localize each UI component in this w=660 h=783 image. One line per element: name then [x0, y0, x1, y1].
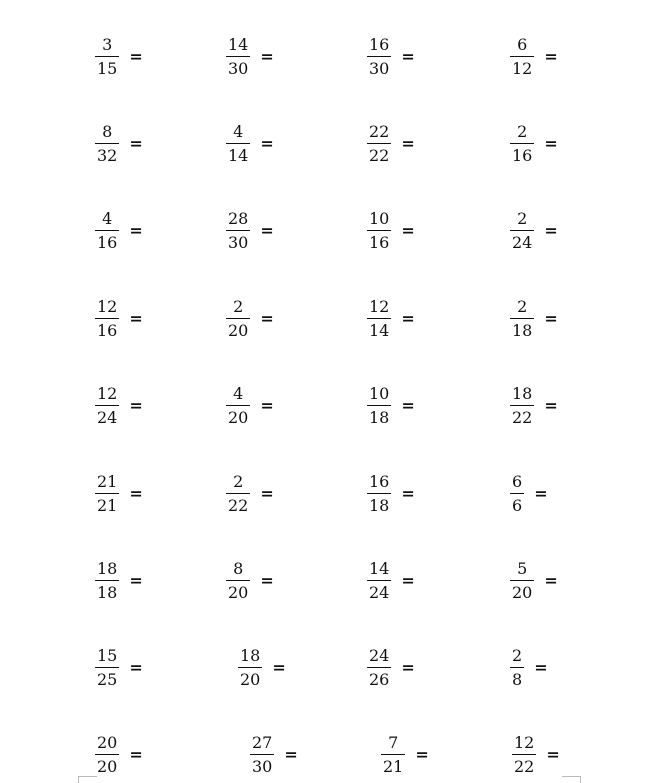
- numerator: 28: [228, 208, 249, 228]
- fraction: [95, 384, 119, 427]
- fraction-bar: [367, 667, 391, 668]
- numerator: 14: [228, 34, 249, 54]
- numerator: 12: [514, 732, 535, 752]
- equals-sign: =: [272, 657, 286, 677]
- numerator: 20: [97, 732, 118, 752]
- denominator: 25: [97, 669, 118, 689]
- fraction-bar: [510, 493, 524, 494]
- fraction-bar: [95, 667, 119, 668]
- fraction: [226, 297, 250, 340]
- fraction-bar: [95, 318, 119, 319]
- fraction-problem: [510, 292, 558, 344]
- fraction: [226, 209, 250, 252]
- equals-sign: =: [401, 395, 415, 415]
- fraction-problem: [512, 728, 560, 780]
- denominator: 32: [97, 145, 118, 165]
- denominator: 30: [228, 58, 249, 78]
- fraction: [510, 122, 534, 165]
- fraction: [510, 384, 534, 427]
- numerator: 7: [388, 732, 399, 752]
- fraction: [367, 646, 391, 689]
- fraction-problem: [95, 204, 143, 256]
- fraction-problem: [95, 30, 143, 82]
- equals-sign: =: [401, 46, 415, 66]
- fraction: [367, 209, 391, 252]
- numerator: 15: [97, 645, 118, 665]
- numerator: 10: [369, 383, 390, 403]
- fraction-problem: [367, 641, 415, 693]
- fraction-problem: [95, 641, 143, 693]
- fraction-problem: [510, 117, 558, 169]
- denominator: 30: [228, 232, 249, 252]
- fraction-bar: [226, 405, 250, 406]
- equals-sign: =: [129, 220, 143, 240]
- fraction-bar: [95, 56, 119, 57]
- numerator: 21: [97, 471, 118, 491]
- fraction-problem: [226, 554, 274, 606]
- fraction-problem: [226, 292, 274, 344]
- numerator: 2: [517, 296, 528, 316]
- fraction-bar: [367, 580, 391, 581]
- denominator: 15: [97, 58, 118, 78]
- denominator: 22: [228, 495, 249, 515]
- fraction-problem: [367, 379, 415, 431]
- fraction-bar: [510, 667, 524, 668]
- denominator: 22: [514, 756, 535, 776]
- equals-sign: =: [260, 570, 274, 590]
- equals-sign: =: [260, 308, 274, 328]
- fraction-bar: [95, 493, 119, 494]
- numerator: 12: [369, 296, 390, 316]
- fraction: [510, 646, 524, 689]
- fraction-problem: [95, 292, 143, 344]
- fraction-problem: [226, 30, 274, 82]
- fraction: [95, 122, 119, 165]
- equals-sign: =: [129, 657, 143, 677]
- equals-sign: =: [544, 308, 558, 328]
- denominator: 18: [512, 320, 533, 340]
- numerator: 2: [233, 471, 244, 491]
- fraction-bar: [95, 143, 119, 144]
- equals-sign: =: [129, 570, 143, 590]
- equals-sign: =: [129, 395, 143, 415]
- fraction-bar: [512, 754, 536, 755]
- equals-sign: =: [544, 570, 558, 590]
- numerator: 27: [252, 732, 273, 752]
- fraction-bar: [95, 754, 119, 755]
- fraction-problem: [367, 204, 415, 256]
- equals-sign: =: [544, 220, 558, 240]
- fraction-bar: [226, 230, 250, 231]
- equals-sign: =: [544, 395, 558, 415]
- numerator: 18: [97, 558, 118, 578]
- denominator: 14: [228, 145, 249, 165]
- numerator: 2: [517, 208, 528, 228]
- fraction-bar: [226, 580, 250, 581]
- fraction-problem: [510, 30, 558, 82]
- fraction-bar: [226, 493, 250, 494]
- denominator: 16: [97, 320, 118, 340]
- numerator: 6: [512, 471, 523, 491]
- fraction-problem: [510, 554, 558, 606]
- fraction-bar: [510, 318, 534, 319]
- fraction-problem: [510, 467, 548, 519]
- fraction-problem: [226, 204, 274, 256]
- numerator: 4: [233, 383, 244, 403]
- denominator: 21: [97, 495, 118, 515]
- fraction-bar: [226, 318, 250, 319]
- equals-sign: =: [534, 483, 548, 503]
- fraction-bar: [510, 405, 534, 406]
- fraction: [95, 472, 119, 515]
- denominator: 24: [97, 407, 118, 427]
- fraction-bar: [95, 405, 119, 406]
- fraction-problem: [367, 30, 415, 82]
- fraction-problem: [367, 554, 415, 606]
- page-corner-mark-right: [562, 776, 581, 783]
- fraction-problem: [250, 728, 298, 780]
- fraction-bar: [238, 667, 262, 668]
- numerator: 12: [97, 296, 118, 316]
- numerator: 4: [102, 208, 113, 228]
- fraction-bar: [367, 318, 391, 319]
- fraction: [238, 646, 262, 689]
- fraction: [250, 733, 274, 776]
- numerator: 2: [512, 645, 523, 665]
- equals-sign: =: [129, 744, 143, 764]
- fraction-problem: [226, 467, 274, 519]
- denominator: 24: [369, 582, 390, 602]
- denominator: 20: [228, 582, 249, 602]
- fraction-bar: [367, 405, 391, 406]
- numerator: 10: [369, 208, 390, 228]
- denominator: 8: [512, 669, 523, 689]
- fraction: [226, 122, 250, 165]
- fraction: [226, 472, 250, 515]
- equals-sign: =: [129, 308, 143, 328]
- fraction: [367, 559, 391, 602]
- equals-sign: =: [284, 744, 298, 764]
- denominator: 30: [369, 58, 390, 78]
- fraction-bar: [250, 754, 274, 755]
- fraction: [95, 209, 119, 252]
- numerator: 3: [102, 34, 113, 54]
- equals-sign: =: [415, 744, 429, 764]
- equals-sign: =: [260, 133, 274, 153]
- numerator: 18: [512, 383, 533, 403]
- equals-sign: =: [260, 395, 274, 415]
- equals-sign: =: [544, 133, 558, 153]
- fraction-problem: [95, 379, 143, 431]
- fraction-problem: [367, 292, 415, 344]
- numerator: 5: [517, 558, 528, 578]
- equals-sign: =: [401, 657, 415, 677]
- fraction-problem: [367, 117, 415, 169]
- fraction: [381, 733, 405, 776]
- fraction: [95, 35, 119, 78]
- equals-sign: =: [260, 483, 274, 503]
- fraction-bar: [381, 754, 405, 755]
- equals-sign: =: [401, 483, 415, 503]
- denominator: 21: [383, 756, 404, 776]
- fraction-problem: [510, 641, 548, 693]
- equals-sign: =: [401, 133, 415, 153]
- denominator: 22: [369, 145, 390, 165]
- denominator: 12: [512, 58, 533, 78]
- denominator: 20: [512, 582, 533, 602]
- equals-sign: =: [546, 744, 560, 764]
- fraction-bar: [510, 230, 534, 231]
- denominator: 18: [97, 582, 118, 602]
- equals-sign: =: [260, 220, 274, 240]
- fraction: [95, 297, 119, 340]
- fraction-bar: [367, 143, 391, 144]
- fraction-bar: [95, 230, 119, 231]
- fraction-problem: [238, 641, 286, 693]
- denominator: 16: [369, 232, 390, 252]
- equals-sign: =: [544, 46, 558, 66]
- fraction: [367, 297, 391, 340]
- denominator: 16: [512, 145, 533, 165]
- fraction: [226, 559, 250, 602]
- fraction: [95, 646, 119, 689]
- fraction: [510, 472, 524, 515]
- equals-sign: =: [129, 483, 143, 503]
- numerator: 16: [369, 34, 390, 54]
- fraction-problem: [95, 554, 143, 606]
- equals-sign: =: [401, 570, 415, 590]
- fraction-bar: [367, 56, 391, 57]
- fraction-bar: [510, 56, 534, 57]
- equals-sign: =: [401, 308, 415, 328]
- fraction: [367, 35, 391, 78]
- denominator: 26: [369, 669, 390, 689]
- fraction: [226, 384, 250, 427]
- numerator: 22: [369, 121, 390, 141]
- denominator: 20: [228, 407, 249, 427]
- denominator: 22: [512, 407, 533, 427]
- fraction-problem: [510, 204, 558, 256]
- fraction-problem: [95, 117, 143, 169]
- fraction: [226, 35, 250, 78]
- fraction-bar: [226, 56, 250, 57]
- fraction: [367, 122, 391, 165]
- denominator: 24: [512, 232, 533, 252]
- fraction: [510, 559, 534, 602]
- denominator: 20: [240, 669, 261, 689]
- numerator: 4: [233, 121, 244, 141]
- fraction-bar: [510, 580, 534, 581]
- denominator: 18: [369, 407, 390, 427]
- numerator: 6: [517, 34, 528, 54]
- denominator: 14: [369, 320, 390, 340]
- numerator: 12: [97, 383, 118, 403]
- equals-sign: =: [129, 133, 143, 153]
- numerator: 8: [102, 121, 113, 141]
- fraction-problem: [367, 467, 415, 519]
- fraction-bar: [226, 143, 250, 144]
- equals-sign: =: [401, 220, 415, 240]
- fraction-problem: [95, 467, 143, 519]
- numerator: 8: [233, 558, 244, 578]
- fraction: [510, 209, 534, 252]
- denominator: 20: [228, 320, 249, 340]
- numerator: 18: [240, 645, 261, 665]
- numerator: 24: [369, 645, 390, 665]
- fraction-bar: [510, 143, 534, 144]
- denominator: 16: [97, 232, 118, 252]
- fraction-problem: [95, 728, 143, 780]
- fraction: [367, 384, 391, 427]
- numerator: 2: [233, 296, 244, 316]
- fraction: [512, 733, 536, 776]
- fraction-problem: [226, 379, 274, 431]
- numerator: 16: [369, 471, 390, 491]
- numerator: 2: [517, 121, 528, 141]
- denominator: 18: [369, 495, 390, 515]
- denominator: 6: [512, 495, 523, 515]
- denominator: 30: [252, 756, 273, 776]
- fraction-problem: [226, 117, 274, 169]
- equals-sign: =: [534, 657, 548, 677]
- fraction-bar: [367, 493, 391, 494]
- fraction: [95, 733, 119, 776]
- fraction-problem: [381, 728, 429, 780]
- fraction-problem: [510, 379, 558, 431]
- numerator: 14: [369, 558, 390, 578]
- fraction: [95, 559, 119, 602]
- equals-sign: =: [129, 46, 143, 66]
- fraction: [510, 297, 534, 340]
- equals-sign: =: [260, 46, 274, 66]
- fraction-bar: [95, 580, 119, 581]
- fraction: [367, 472, 391, 515]
- denominator: 20: [97, 756, 118, 776]
- fraction: [510, 35, 534, 78]
- fraction-bar: [367, 230, 391, 231]
